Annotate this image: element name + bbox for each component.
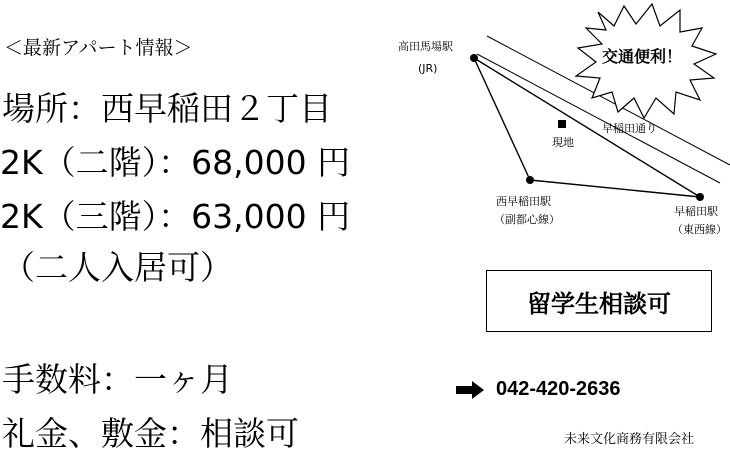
- route-line-2: [530, 180, 700, 197]
- station-label-waseda: 早稲田駅: [674, 205, 718, 218]
- rent-2k-third-floor: 2K（三階）：63,000 円: [0, 197, 351, 236]
- line-label-fukutoshin: （副都心線）: [494, 213, 560, 226]
- current-location-marker: [558, 120, 566, 128]
- right-arrow-icon: [456, 380, 484, 400]
- phone-number: 042-420-2636: [496, 378, 621, 400]
- station-dot-takadanobaba: [470, 54, 478, 62]
- street-label: 早稲田通り: [602, 122, 657, 135]
- station-label-takadanobaba: 高田馬場駅: [398, 40, 453, 53]
- line-label-tozai: （東西線）: [672, 223, 727, 236]
- station-dot-nishiwaseda: [526, 176, 534, 184]
- occupancy-note: （二人入居可）: [2, 248, 233, 287]
- contact-phone: [456, 378, 621, 401]
- page-header: ＜最新アパート情報＞: [4, 37, 193, 59]
- route-line-1: [474, 58, 530, 180]
- international-student-notice: 留学生相談可: [486, 270, 712, 332]
- rent-2k-second-floor: 2K（二階）：68,000 円: [0, 143, 351, 182]
- station-dot-waseda: [696, 193, 704, 201]
- current-location-label: 現地: [552, 136, 574, 149]
- line-label-jr: (JR): [418, 62, 438, 75]
- location-map: [380, 0, 730, 260]
- burst-label: 交通便利！: [601, 47, 683, 66]
- fee-text: 手数料：一ヶ月: [2, 360, 233, 399]
- location-text: 場所：西早稲田２丁目: [2, 89, 332, 128]
- company-name: 未来文化商務有限会社: [564, 432, 695, 447]
- station-label-nishiwaseda: 西早稲田駅: [496, 195, 551, 208]
- deposit-text: 礼金、敷金：相談可: [2, 414, 299, 453]
